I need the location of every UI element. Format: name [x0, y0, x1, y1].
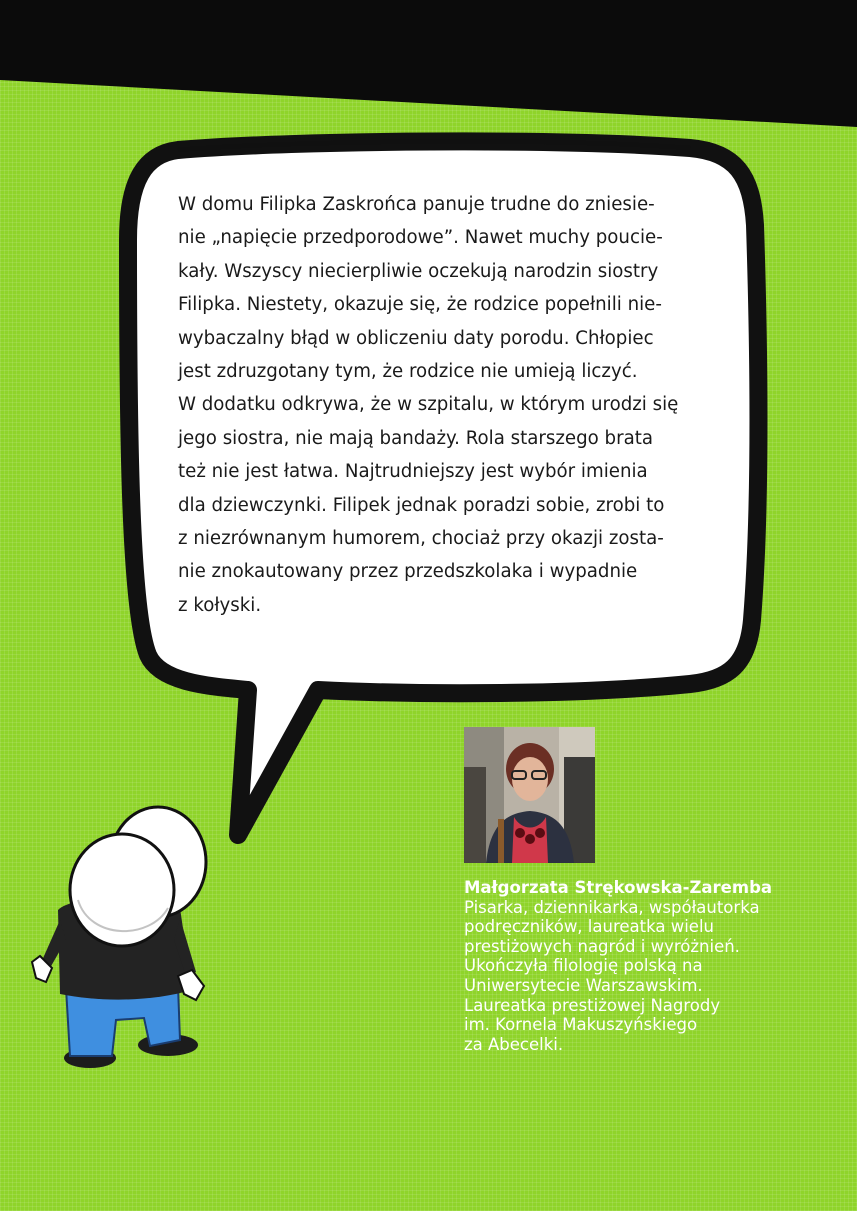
author-bio-line: Pisarka, dziennikarka, współautorka: [464, 897, 760, 917]
blurb-line: dla dziewczynki. Filipek jednak poradzi sobie, zrobi to: [178, 494, 665, 516]
blurb-line: nie „napięcie przedporodowe”. Nawet muchy poucie-: [178, 227, 663, 249]
blurb-line: nie znokautowany przez przedszkolaka i wypadnie: [178, 561, 638, 583]
author-bio-line: Ukończyła filologię polską na: [464, 956, 703, 976]
author-bio-line: podręczników, laureatka wielu: [464, 917, 714, 937]
blurb-line: z kołyski.: [178, 594, 262, 616]
blurb-text: [178, 188, 688, 622]
author-name: Małgorzata Strękowska-Zaremba: [464, 878, 773, 897]
blurb-line: jego siostra, nie mają bandaży. Rola starszego brata: [178, 427, 653, 449]
author-bio-line: za Abecelki.: [464, 1034, 564, 1054]
author-bio-line: prestiżowych nagród i wyróżnień.: [464, 936, 740, 956]
blurb-line: W domu Filipka Zaskrońca panuje trudne do zniesie-: [178, 194, 655, 215]
author-bio-line: im. Kornela Makuszyńskiego: [464, 1015, 698, 1035]
blurb-line: Filipka. Niestety, okazuje się, że rodzice popełnili nie-: [178, 294, 662, 316]
blurb-line: jest zdruzgotany tym, że rodzice nie umieją liczyć.: [178, 361, 638, 383]
blurb-line: z niezrównanym humorem, chociaż przy okazji zosta-: [178, 528, 664, 550]
author-photo: [464, 727, 595, 863]
author-bio-line: Uniwersytecie Warszawskim.: [464, 975, 703, 995]
blurb-line: też nie jest łatwa. Najtrudniejszy jest wybór imienia: [178, 461, 648, 483]
blurb-line: W dodatku odkrywa, że w szpitalu, w którym urodzi się: [178, 394, 679, 416]
author-bio-line: Laureatka prestiżowej Nagrody: [464, 995, 721, 1015]
blurb-line: kały. Wszyscy niecierpliwie oczekują narodzin siostry: [178, 260, 659, 282]
author-info: [464, 878, 844, 1054]
cartoon-boy-icon: [0, 790, 230, 1080]
blurb-line: wybaczalny błąd w obliczeniu daty porodu. Chłopiec: [178, 327, 654, 349]
